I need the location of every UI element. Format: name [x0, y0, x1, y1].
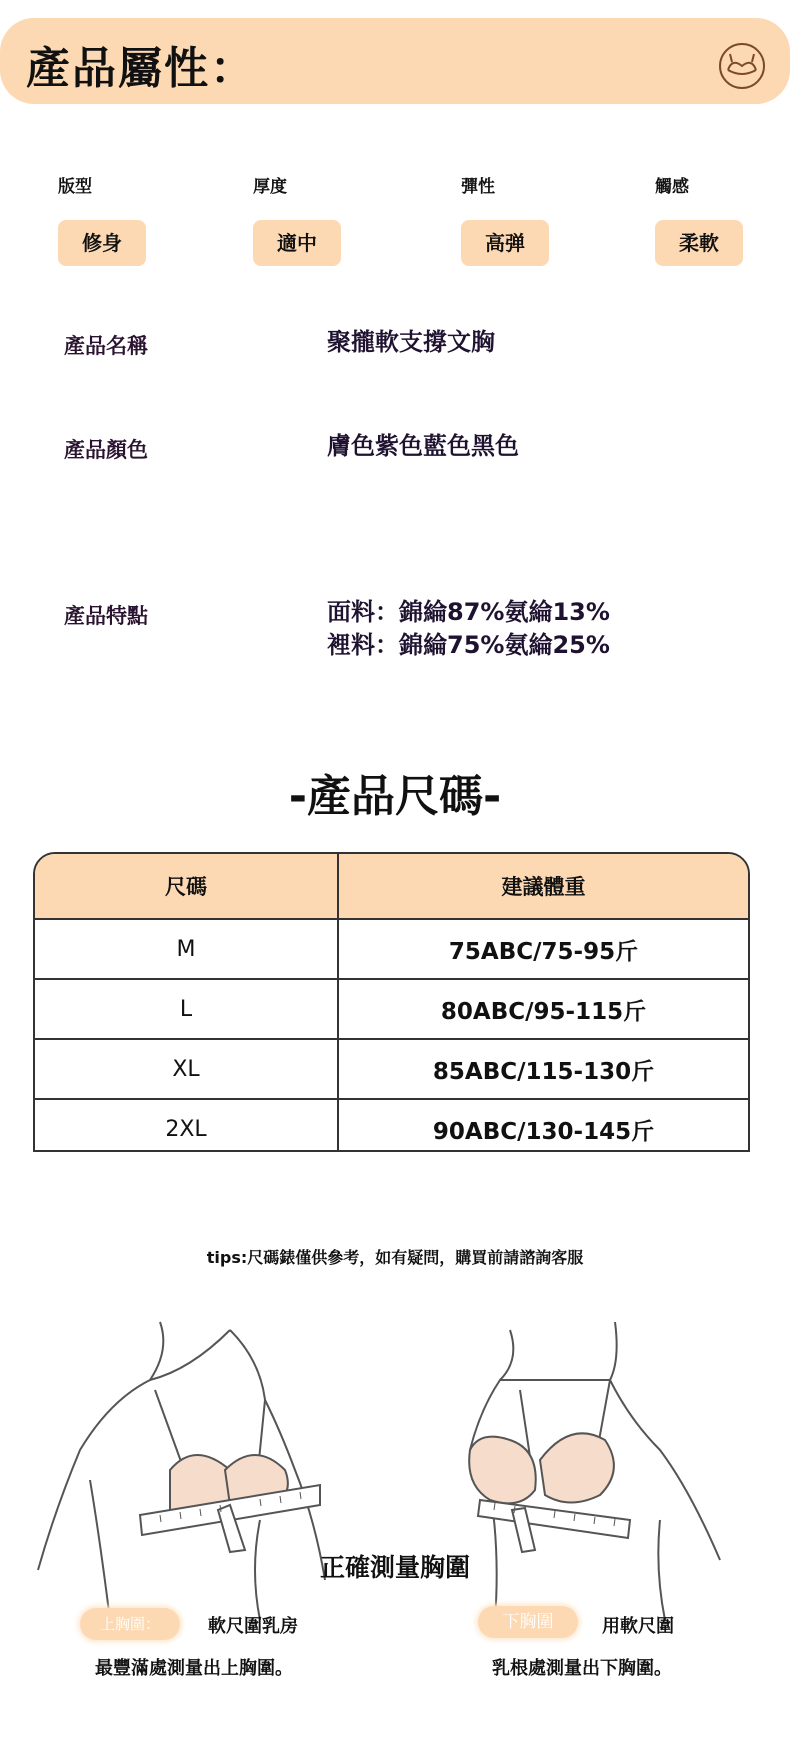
- lower-bust-note-1: 用軟尺圍: [602, 1616, 674, 1637]
- attr-label: 厚度: [253, 177, 287, 197]
- upper-bust-note-1: 軟尺圍乳房: [208, 1616, 298, 1637]
- attr-label: 彈性: [461, 177, 495, 197]
- size-section-title: -產品尺碼-: [288, 771, 502, 822]
- attr-label: 觸感: [655, 177, 689, 197]
- upper-bust-note-2: 最豐滿處測量出上胸圍。: [95, 1658, 293, 1679]
- feature-line-1: 面料：錦綸87%氨綸13%: [327, 598, 610, 626]
- header-weight: 建議體重: [501, 875, 586, 899]
- feature-line-2: 裡料：錦綸75%氨綸25%: [327, 631, 610, 659]
- cell-size: 2XL: [35, 1100, 339, 1152]
- attr-value-pill: 柔軟: [655, 220, 743, 266]
- attr-value-pill: 修身: [58, 220, 146, 266]
- table-row: [35, 1040, 748, 1100]
- cell-size: M: [35, 920, 339, 978]
- cell-size: XL: [35, 1040, 339, 1098]
- bra-icon: [718, 42, 766, 90]
- cell-weight: 85ABC/115-130斤: [432, 1058, 655, 1085]
- tips-text: tips:尺碼錶僅供參考，如有疑問，購買前請諮詢客服: [206, 1248, 584, 1267]
- attr-thickness: [253, 172, 363, 266]
- info-key: 產品顏色: [64, 438, 148, 462]
- cell-weight: 75ABC/75-95斤: [448, 938, 639, 965]
- lower-bust-tag: 下胸圍: [478, 1606, 578, 1638]
- cell-weight: 90ABC/130-145斤: [432, 1118, 655, 1145]
- attr-elasticity: [461, 172, 571, 266]
- table-row: [35, 1100, 748, 1152]
- table-row: [35, 980, 748, 1040]
- page-title: 產品屬性：: [26, 43, 256, 94]
- attr-label: 版型: [58, 177, 92, 197]
- attr-value-pill: 高弹: [461, 220, 549, 266]
- header-size: 尺碼: [35, 854, 339, 918]
- attr-value-pill: 適中: [253, 220, 341, 266]
- size-table: [33, 852, 750, 1152]
- info-key: 產品特點: [64, 604, 148, 628]
- lower-bust-note-2: 乳根處測量出下胸圍。: [492, 1658, 672, 1679]
- upper-bust-tag: 上胸圍：: [80, 1608, 180, 1640]
- table-row: [35, 920, 748, 980]
- cell-weight: 80ABC/95-115斤: [440, 998, 647, 1025]
- cell-size: L: [35, 980, 339, 1038]
- info-value: [327, 596, 610, 662]
- attr-fit: [58, 172, 168, 266]
- header-banner: [0, 18, 790, 104]
- info-value: 聚攏軟支撐文胸: [327, 328, 495, 356]
- attr-touch: [655, 172, 765, 266]
- table-header: [35, 854, 748, 920]
- info-value: 膚色紫色藍色黑色: [327, 432, 519, 460]
- measure-title: 正確測量胸圍: [319, 1553, 470, 1582]
- info-key: 產品名稱: [64, 334, 148, 358]
